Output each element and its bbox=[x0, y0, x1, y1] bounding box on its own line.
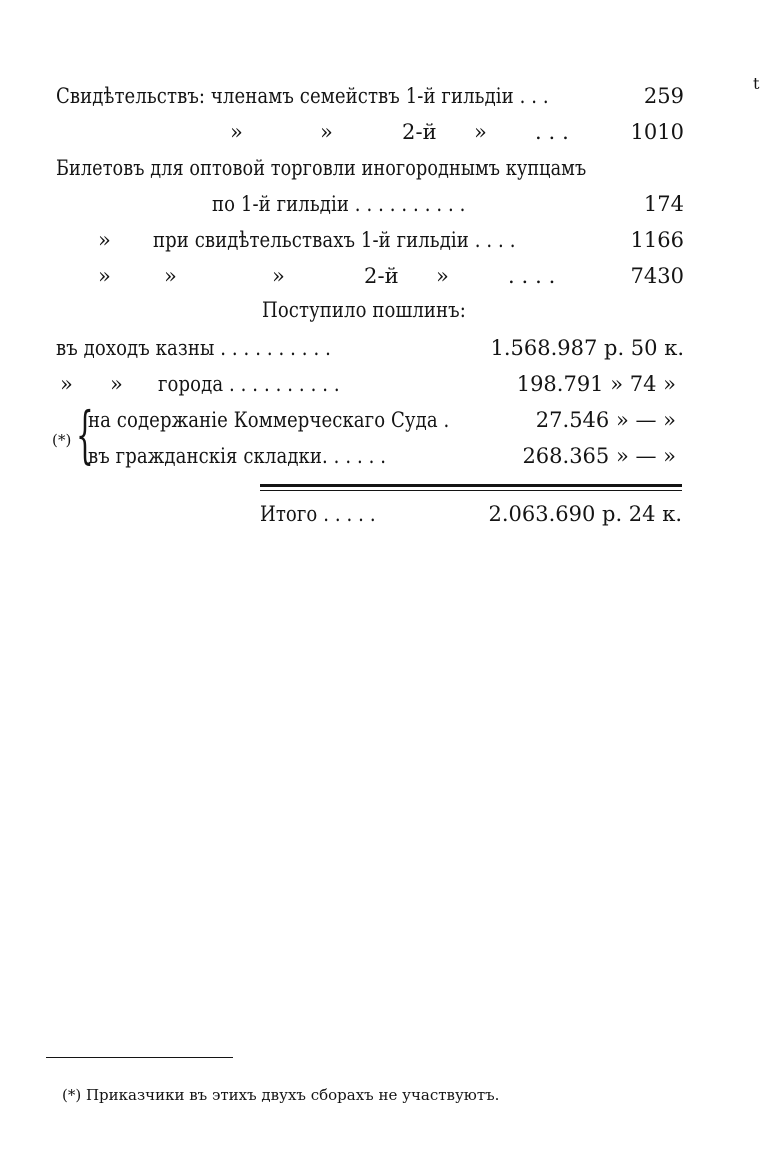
total-rule-thin bbox=[260, 490, 682, 491]
line6-ditto-2: » bbox=[164, 264, 177, 288]
line6-dots: . . . . bbox=[508, 264, 556, 288]
line5-value: 1166 bbox=[630, 228, 684, 252]
line-certificates-guild1-label: Свидѣтельствъ: членамъ семействъ 1-й гильдіи . . . bbox=[56, 84, 549, 108]
line6-value: 7430 bbox=[630, 264, 684, 288]
total-rule-thick bbox=[260, 484, 682, 487]
line2-guild: 2-й bbox=[402, 120, 437, 144]
duty-city-label: города . . . . . . . . . . bbox=[158, 372, 340, 396]
duties-heading: Поступило пошлинъ: bbox=[262, 298, 466, 322]
duty-treasury-label: въ доходъ казны . . . . . . . . . . bbox=[56, 336, 331, 360]
grouping-brace: { bbox=[76, 398, 94, 471]
line2-ditto-3: » bbox=[474, 120, 487, 144]
line6-ditto-1: » bbox=[98, 264, 111, 288]
line5-label: при свидѣтельствахъ 1-й гильдіи . . . . bbox=[153, 228, 516, 252]
duty-civil-amount: 268.365 » — » bbox=[522, 444, 676, 468]
line2-ditto-1: » bbox=[230, 120, 243, 144]
duty-court-label: на содержаніе Коммерческаго Суда . bbox=[88, 408, 450, 432]
duty-treasury-amount: 1.568.987 р. 50 к. bbox=[490, 336, 684, 360]
line6-ditto-4: » bbox=[436, 264, 449, 288]
line-tickets-label: Билетовъ для оптовой торговли иногороднымъ купцамъ bbox=[56, 156, 587, 180]
line-certificates-guild1-value: 259 bbox=[643, 84, 684, 108]
line4-label: по 1-й гильдіи . . . . . . . . . . bbox=[212, 192, 466, 216]
duty-city-ditto-2: » bbox=[110, 372, 123, 396]
duty-city-ditto-1: » bbox=[60, 372, 73, 396]
line2-dots: . . . bbox=[535, 120, 569, 144]
duty-civil-label: въ гражданскія складки. . . . . . bbox=[88, 444, 387, 468]
line2-ditto-2: » bbox=[320, 120, 333, 144]
line6-guild: 2-й bbox=[364, 264, 399, 288]
total-label: Итого . . . . . bbox=[260, 502, 376, 526]
line6-ditto-3: » bbox=[272, 264, 285, 288]
total-amount: 2.063.690 р. 24 к. bbox=[488, 502, 682, 526]
footnote-text: (*) Приказчики въ этихъ двухъ сборахъ не участвуютъ. bbox=[62, 1086, 500, 1104]
line4-value: 174 bbox=[643, 192, 684, 216]
line2-value: 1010 bbox=[630, 120, 684, 144]
edge-glyph: t bbox=[753, 74, 760, 93]
duty-court-amount: 27.546 » — » bbox=[535, 408, 676, 432]
footnote-rule bbox=[46, 1057, 233, 1058]
line5-ditto: » bbox=[98, 228, 111, 252]
footnote-mark: (*) bbox=[52, 431, 72, 449]
duty-city-amount: 198.791 » 74 » bbox=[516, 372, 676, 396]
